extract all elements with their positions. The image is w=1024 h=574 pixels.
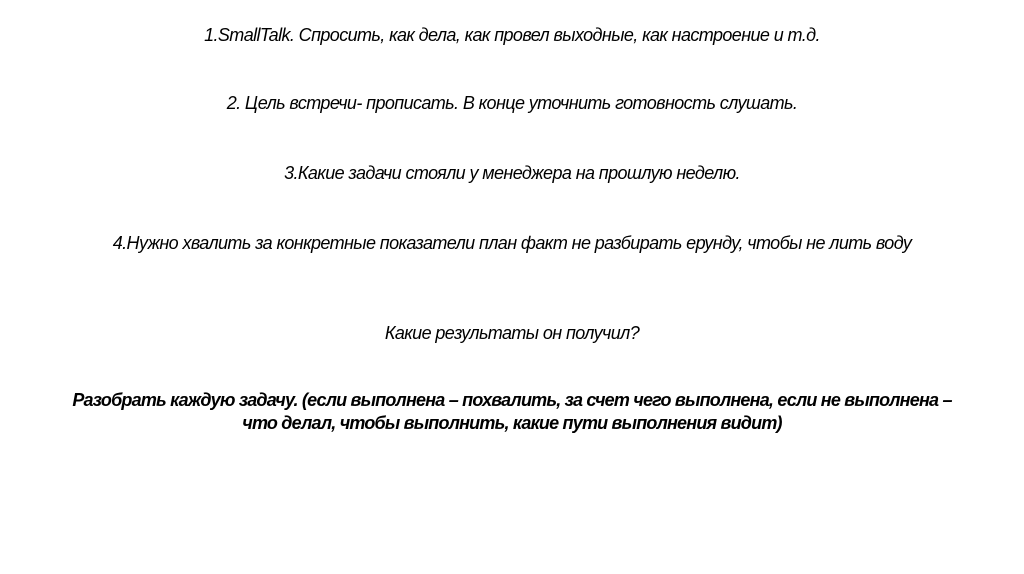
item-praise: 4.Нужно хвалить за конкретные показатели план факт не разбирать ерунду, чтобы не лить воду: [112, 233, 912, 253]
item-manager-tasks: 3.Какие задачи стояли у менеджера на прошлую неделю.: [284, 163, 740, 183]
item-results-question: Какие результаты он получил?: [384, 323, 640, 343]
item-smalltalk: 1.SmallTalk. Спросить, как дела, как провел выходные, как настроение и т.д.: [204, 25, 820, 45]
item-meeting-goal: 2. Цель встречи- прописать. В конце уточнить готовность слушать.: [226, 93, 798, 113]
item-review-tasks: Разобрать каждую задачу. (если выполнена – похвалить, за счет чего выполнена, если не выполнена – что делал, чтобы выполнить, какие пути выполнения видит): [72, 390, 952, 433]
